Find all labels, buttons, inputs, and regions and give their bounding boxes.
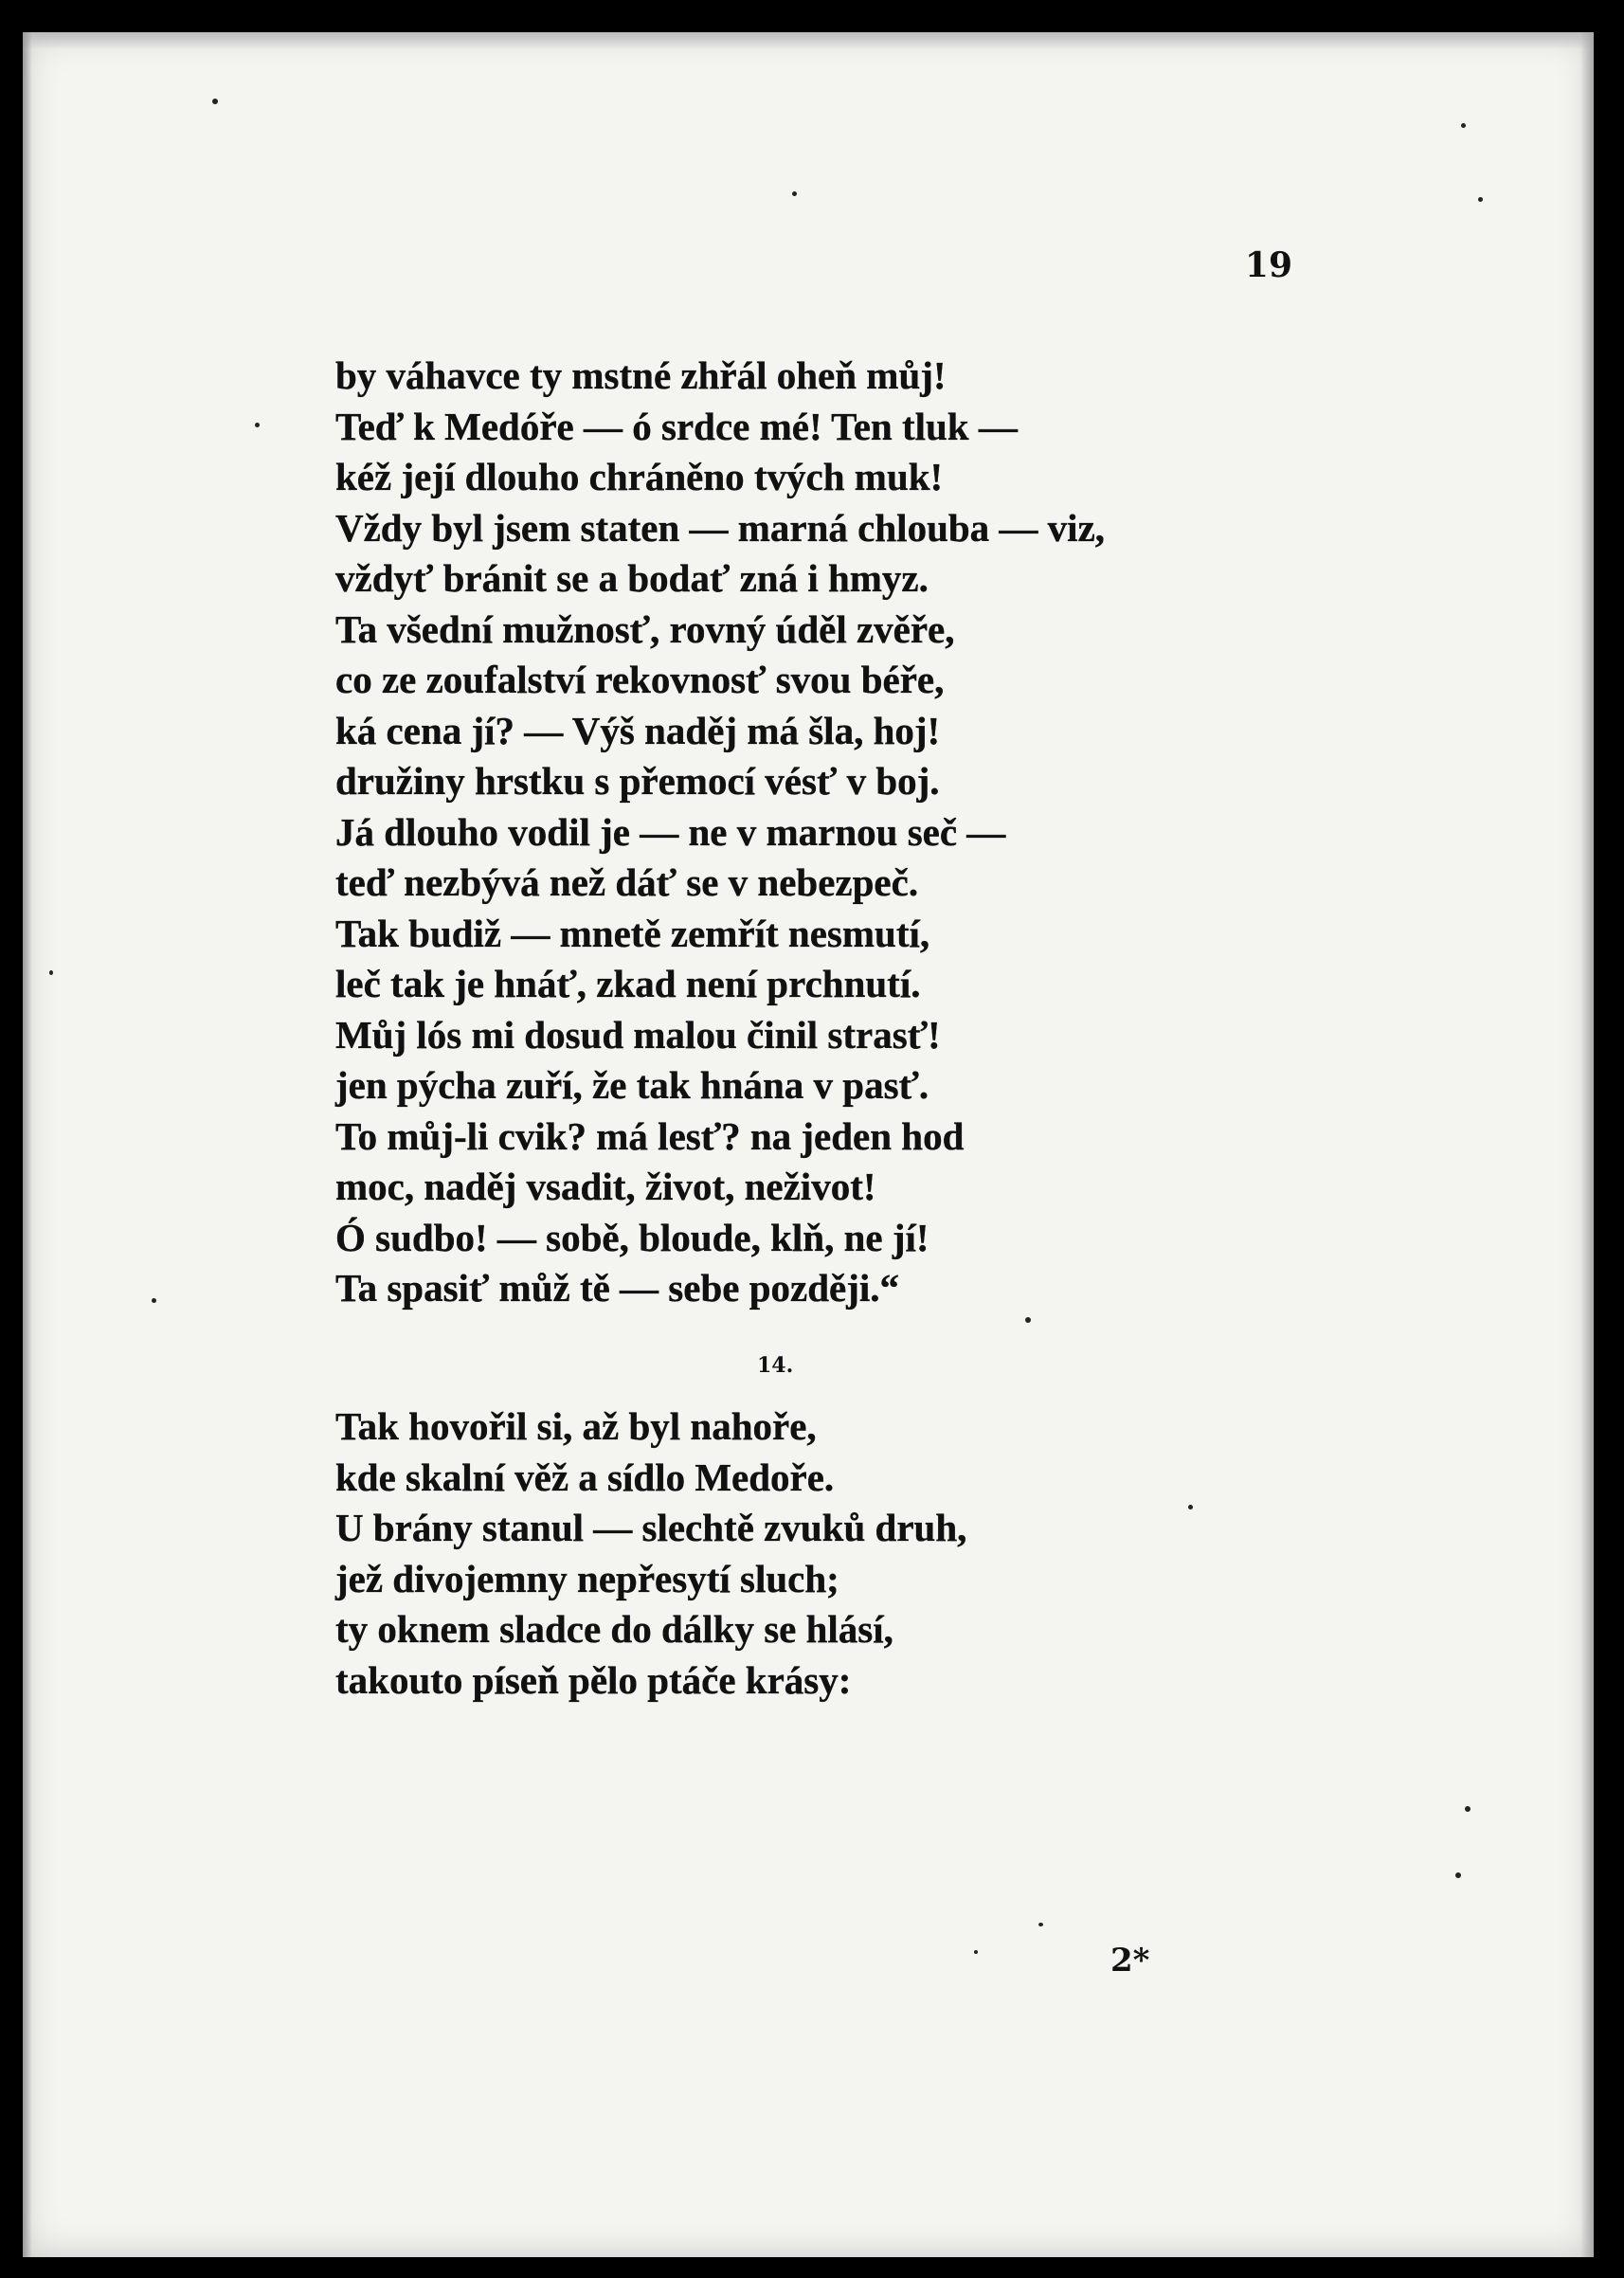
- verse-line: moc, naděj vsadit, život, neživot!: [335, 1165, 876, 1208]
- scan-speck: [49, 970, 53, 975]
- scan-speck: [255, 423, 260, 427]
- scan-speck: [974, 1950, 978, 1954]
- verse-line: Teď k Medóře — ó srdce mé! Ten tluk —: [335, 404, 1018, 448]
- page-edge-shadow-top: [23, 32, 1594, 49]
- verse-line: družiny hrstku s přemocí vésť v boj.: [335, 759, 940, 803]
- page-edge-shadow-left: [23, 32, 32, 2257]
- verse-line: kde skalní věž a sídlo Medoře.: [335, 1455, 835, 1499]
- scan-speck: [152, 1298, 156, 1303]
- verse-line: Ta spasiť můž tě — sebe později.“: [335, 1266, 900, 1310]
- verse-line: Můj lós mi dosud malou činil strasť!: [335, 1012, 941, 1057]
- verse-line: jež divojemny nepřesytí sluch;: [335, 1556, 839, 1600]
- verse-line: leč tak je hnáť, zkad není prchnutí.: [335, 962, 921, 1005]
- scan-speck: [1455, 1872, 1461, 1878]
- verse-line: vždyť bránit se a bodať zná i hmyz.: [335, 556, 929, 600]
- verse-line: Tak hovořil si, až byl nahoře,: [335, 1404, 817, 1448]
- verse-line: teď nezbývá než dáť se v nebezpeč.: [335, 860, 919, 904]
- verse-line: takouto píseň pělo ptáče krásy:: [335, 1657, 852, 1702]
- printer-signature-mark: 2*: [1110, 1942, 1150, 1980]
- verse-line: U brány stanul — slechtě zvuků druh,: [335, 1506, 967, 1549]
- verse-line: Já dlouho vodil je — ne v marnou seč —: [335, 809, 1006, 854]
- verse-line: ká cena jí? — Výš naděj má šla, hoj!: [335, 708, 941, 752]
- page-edge-shadow-right: [1580, 32, 1594, 2257]
- scan-speck: [1465, 1806, 1471, 1812]
- scan-speck: [1025, 1317, 1031, 1323]
- scan-speck: [212, 99, 218, 104]
- scan-speck: [1461, 123, 1466, 128]
- verse-line: ty oknem sladce do dálky se hlásí,: [335, 1607, 893, 1651]
- verse-line: To můj-li cvik? má lesť? na jeden hod: [335, 1113, 965, 1158]
- verse-line: Vždy byl jsem staten — marná chlouba — viz,: [335, 505, 1106, 550]
- section-number: 14.: [757, 1353, 794, 1378]
- scan-speck: [1188, 1505, 1193, 1510]
- stanza-13-tail: [335, 351, 1105, 1314]
- scan-speck: [1478, 197, 1483, 202]
- verse-line: Ta všední mužnosť, rovný úděl zvěře,: [335, 606, 955, 651]
- book-page: [23, 32, 1594, 2257]
- verse-line: co ze zoufalství rekovnosť svou béře,: [335, 658, 945, 701]
- verse-line: kéž její dlouho chráněno tvých muk!: [335, 455, 944, 498]
- verse-line: jen pýcha zuří, že tak hnána v pasť.: [335, 1063, 929, 1107]
- verse-line: by váhavce ty mstné zhřál oheň můj!: [335, 353, 947, 397]
- verse-line: Ó sudbo! — sobě, bloude, klň, ne jí!: [335, 1215, 929, 1259]
- scan-speck: [1038, 1923, 1043, 1926]
- stanza-14: [335, 1401, 966, 1706]
- scan-speck: [792, 191, 797, 196]
- page-number: 19: [1244, 245, 1292, 285]
- verse-line: Tak budiž — mnetě zemřít nesmutí,: [335, 911, 930, 955]
